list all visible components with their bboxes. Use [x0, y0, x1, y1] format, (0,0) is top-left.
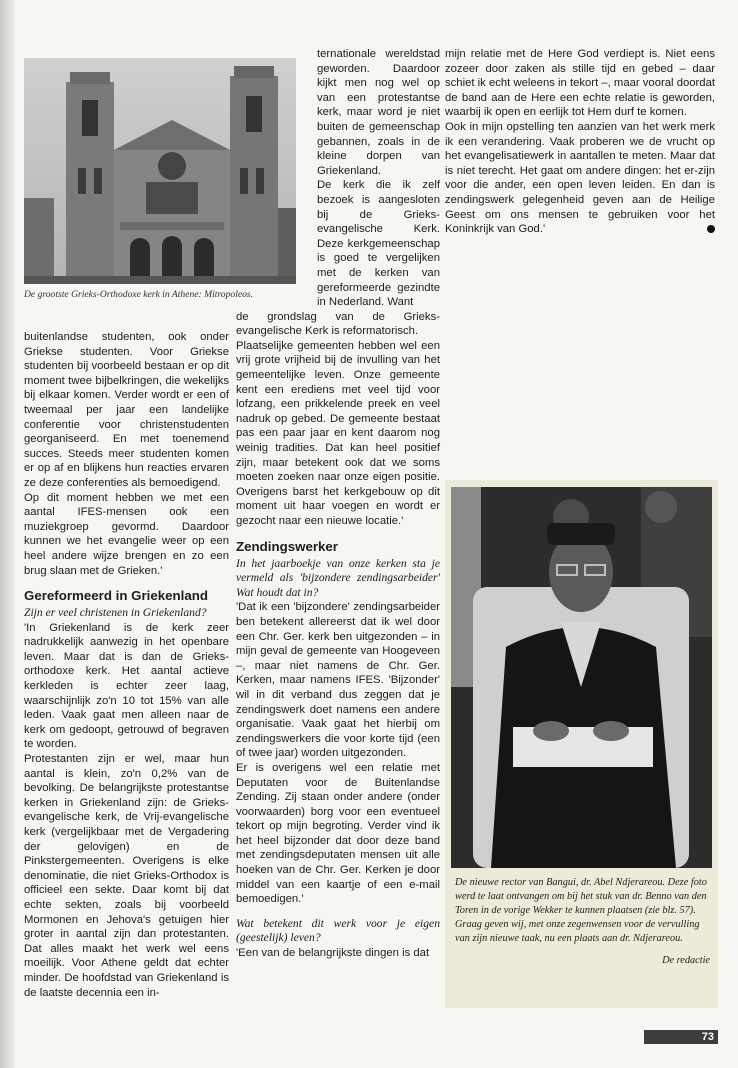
column-2: [236, 47, 440, 961]
paragraph: ternationale wereldstad geworden. Daardoor kijkt men nog wel op van een protestantse kerk, maar word je niet buiten de gemeenschap gebannen, zoals in de kleine dorpen van Griekenland.: [317, 48, 440, 177]
interview-question: Wat betekent dit werk voor je eigen (geestelijk) leven?: [236, 916, 440, 945]
rector-photo-caption: [455, 876, 710, 968]
section-heading: Gereformeerd in Griekenland: [24, 588, 209, 604]
paragraph: Plaatselijke gemeenten hebben wel een vrij grote vrijheid bij de invulling van het gemeentelijke leven. Onze gemeente kent een erediens met veel tijd voor lofzang, een prikkelende preek en veel nadruk op gebed. De gemeente bestaat pas een paar jaar en kent daarom nog weinig tradities. Dat kan heel positief zijn, maar betekent ook dat we soms moeten zoeken naar onze eigen positie. Overigens barst het kerkgebouw op dit moment uit haar voegen en wordt er gezocht naar een nieuwe locatie.': [236, 339, 440, 527]
section-heading: Zendingswerker: [236, 538, 338, 554]
end-bullet-icon: [707, 225, 715, 233]
paragraph: Protestanten zijn er wel, maar hun aantal is klein, zo'n 0,2% van de bevolking. De belangrijkste protestantse kerken in Griekenland zijn: de Grieks-evangelische kerk, de Vrij-evangelische kerk (vergelijkbaar met de Vergadering der gelovigen) en de Pinkstergemeenten. Overigens is elke denominatie, die niet Grieks-Orthodox is officieel een sekte. Daar komt bij dat echte sekten, zoals bij voorbeeld Mormonen en Jehova's getuigen hier groter in aantal zijn dan protestanten. Dat alles maakt het werk wel eens moeilijk. Voor Athene geldt dat echter minder. De hoofdstad van Griekenland is de laatste decennia een in-: [24, 753, 229, 999]
paragraph: 'In Griekenland is de kerk zeer nadrukkelijk aanwezig in het openbare leven. Maar dat is dan de Grieks-orthodoxe kerk. Het aantal actieve kerkleden is echter zeer laag, waarschijnlijk zo'n 10 tot 15% van alle leden. Vaak gaat men alleen naar de kerk om gedoopt, getrouwd of begraven te worden.: [24, 621, 229, 751]
page-number: 73: [701, 1031, 714, 1043]
paragraph: Op dit moment hebben we met een aantal IFES-mensen ook een muziekgroep gevormd. Daardoor kunnen we het evangelie weer op een heel andere wijze brengen en zo een brug slaan met de Grieken.': [24, 491, 229, 577]
paragraph: Er is overigens wel een relatie met Deputaten voor de Buitenlandse Zending. Zij staan onder andere (onder voorwaarden) borg voor een eventueel tekort op mijn begroting. Verder vind ik het heel bijzonder dat door deze band met zendingsdeputaten mensen uit alle hoeken van de Chr. Ger. Kerken je door middel van een kaartje of een e-mail bemoedigen.': [236, 761, 440, 906]
paragraph-text: Ook in mijn opstelling ten aanzien van het werk merk ik een verandering. Vaak proberen we de vrucht op het evangelisatiewerk in aantallen te meten. Maar dat is niet terecht. Het gaat om andere dingen: het er-zijn voor die ander, een open leven leiden. En dan is zendingswerk gelegenheid geven aan de Heilige Geest om ons mensen te gebruiken voor het Koninkrijk van God.': [445, 120, 715, 236]
caption-text: Graag geven wij, met onze zegenwensen voor de vervulling van zijn nieuwe taak, nu een plaats aan dr. Ndjerareou.: [455, 919, 700, 944]
paragraph: mijn relatie met de Here God verdiept is. Niet eens zozeer door zaken als stille tijd en gebed – daar schiet ik echt weleens in tekort –, maar vooral doordat de band aan de Here een echte relatie is geworden, waarbij ik open en eerlijk tot Hem durf te komen.: [445, 48, 716, 119]
paragraph: De kerk die ik zelf bezoek is aangesloten bij de Grieks-evangelische Kerk. Deze kerkgemeenschap is goed te vergelijken met de kerken van gereformeerde gezindte in Nederland. Want: [317, 179, 440, 309]
column-3: [445, 47, 715, 237]
paragraph: 'Een van de belangrijkste dingen is dat: [236, 947, 430, 960]
rector-photo: [451, 487, 712, 868]
paragraph: [445, 120, 715, 237]
rector-illustration: [451, 487, 712, 868]
church-photo-caption: De grootste Grieks-Orthodoxe kerk in Athene: Mitropoleos.: [24, 289, 254, 300]
page-number-bar: [644, 1030, 718, 1044]
paragraph: de grondslag van de Grieks-evangelische Kerk is reformatorisch.: [236, 310, 440, 338]
caption-text: De nieuwe rector van Bangui, dr. Abel Ndjerareou. Deze foto werd te laat ontvangen om bij het stuk van dr. Benno van den Toren in de vorige Wekker te kunnen plaatsen (zie blz. 57).: [455, 877, 707, 916]
interview-question: Zijn er veel christenen in Griekenland?: [24, 606, 207, 620]
paragraph: 'Dat ik een 'bijzondere' zendingsarbeider ben betekent allereerst dat ik wel door een Chr. Ger. kerk ben uitgezonden – in mijn geval de gemeente van Hoogeveen –, maar niet namens de Chr. Ger. Kerken, maar namens IFES. 'Bijzonder' wil in dit verband dus zeggen dat je zendingswerk doet namens een andere organisatie. Vaak gaat het hierbij om zendingswerkers die voor korte tijd (een of twee jaar) worden uitgezonden.: [236, 601, 440, 760]
caption-signature: De redactie: [662, 955, 710, 966]
interview-question: In het jaarboekje van onze kerken sta je vermeld als 'bijzondere zendingsarbeider' Wat houdt dat in?: [236, 556, 440, 599]
binding-shadow: [0, 0, 14, 1068]
column-1: [24, 330, 229, 1000]
paragraph: buitenlandse studenten, ook onder Griekse studenten. Voor Griekse studenten bij voorbeeld bestaan er op dit moment twee bijbelkringen, die wekelijks bij elkaar komen. Verder wordt er een of tweemaal per jaar een landelijke conferentie voor christenstudenten georganiseerd. En met toenemend succes. Steeds meer studenten komen er op af en blijkens hun reacties ervaren ze deze conferenties als bemoedigend.: [24, 331, 229, 489]
